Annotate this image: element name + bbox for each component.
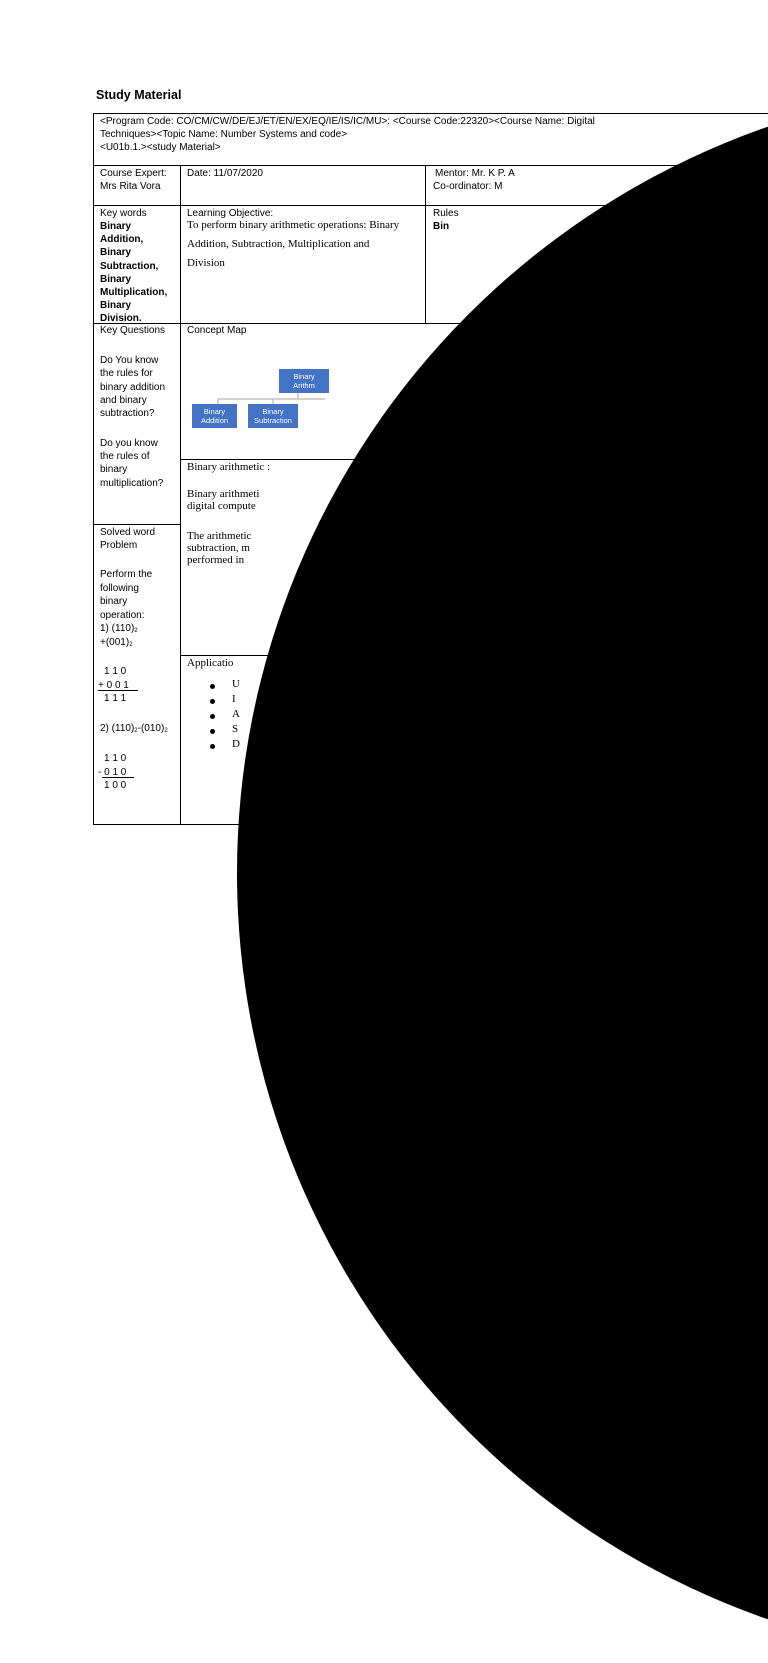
node-line: Binary xyxy=(262,407,284,416)
program-header-line: Techniques><Topic Name: Number Systems and code> xyxy=(100,129,348,140)
problem-1-result: 1 1 1 xyxy=(104,693,127,704)
problem-2-row: - 0 1 0 xyxy=(98,767,127,778)
problem-1-line xyxy=(100,636,133,652)
keyword: Multiplication, xyxy=(100,287,168,298)
keyword: Binary xyxy=(100,300,132,311)
keyword: Binary xyxy=(100,274,132,285)
key-questions-label: Key Questions xyxy=(100,325,166,336)
subscript: 2 xyxy=(164,728,168,734)
problem-2-row: 1 1 0 xyxy=(104,753,127,764)
learning-objective-label: Learning Objective: xyxy=(187,208,274,219)
application-item: A xyxy=(232,708,240,720)
table-rule xyxy=(93,165,768,166)
binary-arithmetic-text: performed in xyxy=(187,554,245,566)
application-item: D xyxy=(232,738,240,750)
solved-problem-label: Solved word xyxy=(100,527,156,538)
subscript: 2 xyxy=(129,642,133,648)
keyword: Binary xyxy=(100,247,132,258)
concept-map-node-addition xyxy=(192,404,237,428)
concept-map-node-subtraction xyxy=(248,404,298,428)
program-header-line: <Program Code: CO/CM/CW/DE/EJ/ET/EN/EX/EQ/IE/IS/IC/MU>: <Course Code:22320><Course Name: Digital xyxy=(100,116,595,127)
key-question-line: the rules of xyxy=(100,451,150,462)
keyword: Binary xyxy=(100,221,132,232)
rules-text: Bin xyxy=(433,221,450,232)
key-question-line: Do You know xyxy=(100,355,159,366)
difference-rule xyxy=(102,777,134,778)
keywords-label: Key words xyxy=(100,208,147,219)
solved-problem-instruction: binary xyxy=(100,596,128,607)
rules-label: Rules xyxy=(433,208,459,219)
problem-1-row: + 0 0 1 xyxy=(98,680,129,691)
key-question-line: multiplication? xyxy=(100,478,164,489)
concept-map-label: Concept Map xyxy=(187,325,247,336)
application-item: I xyxy=(232,693,236,705)
key-question-line: binary xyxy=(100,464,128,475)
solved-problem-instruction: Perform the xyxy=(100,569,153,580)
solved-problem-label: Problem xyxy=(100,540,138,551)
course-expert-name: Mrs Rita Vora xyxy=(100,181,161,192)
table-rule xyxy=(180,165,181,825)
mentor-text: Mentor: Mr. K P. A xyxy=(435,168,515,179)
subscript: 2 xyxy=(134,628,138,634)
date-text: Date: 11/07/2020 xyxy=(187,168,263,179)
problem-1-row: 1 1 0 xyxy=(104,666,127,677)
problem-1-label: 1) (110) xyxy=(100,623,135,634)
coordinator-text: Co-ordinator: M xyxy=(433,181,503,192)
binary-arithmetic-text: subtraction, m xyxy=(187,542,250,554)
problem-2-operand: -(010) xyxy=(137,723,165,734)
problem-1-operand: +(001) xyxy=(100,637,130,648)
learning-objective-text: Addition, Subtraction, Multiplication and xyxy=(187,238,370,250)
node-line: Addition xyxy=(200,416,229,425)
binary-arithmetic-text: digital compute xyxy=(187,500,256,512)
keyword: Addition, xyxy=(100,234,144,245)
problem-2-result: 1 0 0 xyxy=(104,780,127,791)
learning-objective-text: To perform binary arithmetic operations: Binary xyxy=(187,219,400,231)
table-rule xyxy=(425,165,426,323)
key-question-line: binary addition xyxy=(100,382,166,393)
keyword: Division. xyxy=(100,313,142,323)
node-line: Arithm xyxy=(293,381,315,390)
solved-problem-instruction: operation: xyxy=(100,610,145,621)
node-line: Binary xyxy=(293,372,315,381)
learning-objective-text: Division xyxy=(187,257,225,269)
problem-2-line xyxy=(100,722,168,738)
application-item: U xyxy=(232,678,240,690)
subscript: 2 xyxy=(134,728,138,734)
key-question-line: the rules for xyxy=(100,368,153,379)
sum-rule xyxy=(98,690,138,691)
course-expert-label: Course Expert: xyxy=(100,168,167,179)
key-question-line: Do you know xyxy=(100,438,158,449)
key-question-line: subtraction? xyxy=(100,408,155,419)
keyword: Subtraction, xyxy=(100,261,159,272)
application-item: S xyxy=(232,723,239,735)
table-rule xyxy=(93,524,181,525)
problem-2-label: 2) (110) xyxy=(100,723,135,734)
binary-arithmetic-heading: Binary arithmetic : xyxy=(187,461,271,473)
concept-map-root-node xyxy=(279,369,329,393)
program-header-line: <U01b.1.><study Material> xyxy=(100,142,221,153)
binary-arithmetic-text: The arithmetic xyxy=(187,530,252,542)
page-title: Study Material xyxy=(96,88,182,102)
solved-problem-instruction: following xyxy=(100,583,139,594)
node-line: Subtraction xyxy=(254,416,292,425)
node-line: Binary xyxy=(203,407,226,416)
key-question-line: and binary xyxy=(100,395,147,406)
binary-arithmetic-text: Binary arithmeti xyxy=(187,488,260,500)
applications-label: Applicatio xyxy=(187,657,234,669)
